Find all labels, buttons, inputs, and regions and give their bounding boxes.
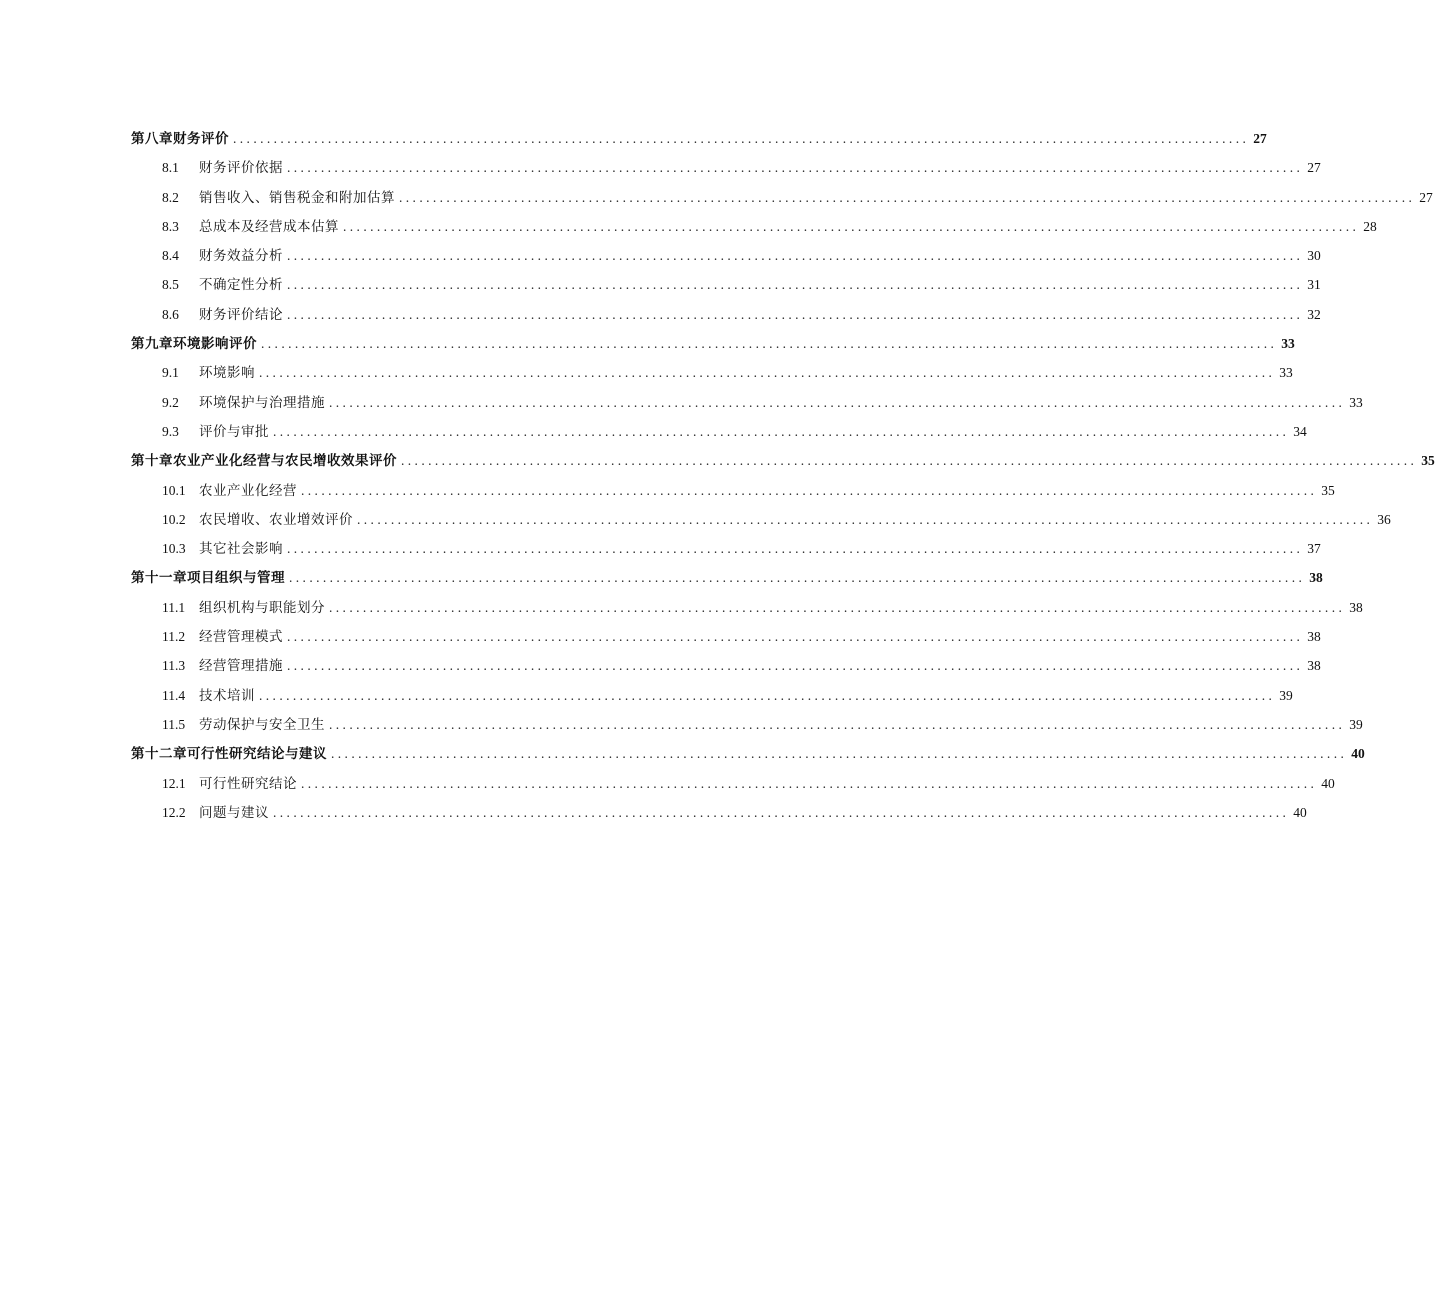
toc-section-11-5[interactable] [131, 710, 1363, 739]
toc-section-number: 12.1 [162, 775, 186, 791]
dot-leader: ...................................................................................................................................................... [287, 277, 1304, 293]
toc-page-number: 38 [1349, 599, 1363, 615]
toc-page-number: 40 [1351, 746, 1365, 762]
toc-section-10-1[interactable] [131, 476, 1335, 505]
toc-chapter-12[interactable] [131, 739, 1365, 768]
dot-leader: ...................................................................................................................................................... [233, 131, 1250, 146]
toc-section-8-1[interactable] [131, 153, 1321, 182]
toc-section-12-1[interactable] [131, 769, 1335, 798]
toc-page-number: 40 [1293, 804, 1307, 820]
toc-section-9-1[interactable] [131, 358, 1293, 387]
toc-section-number: 10.1 [162, 482, 186, 498]
dot-leader: ...................................................................................................................................................... [289, 570, 1306, 586]
dot-leader: ...................................................................................................................................................... [287, 248, 1304, 264]
toc-entry-title: 经营管理措施 [199, 658, 283, 675]
toc-page-number: 37 [1307, 541, 1321, 557]
toc-page-number: 28 [1363, 218, 1377, 234]
toc-page-number: 39 [1279, 687, 1293, 703]
toc-page-number: 33 [1279, 365, 1293, 381]
toc-entry-title: 销售收入、销售税金和附加估算 [199, 189, 395, 206]
toc-section-number: 12.2 [162, 804, 186, 820]
toc-entry-title: 第十章农业产业化经营与农民增收效果评价 [131, 453, 397, 470]
toc-section-number: 11.3 [162, 658, 186, 674]
dot-leader: ...................................................................................................................................................... [401, 453, 1418, 469]
dot-leader: ...................................................................................................................................................... [259, 687, 1276, 703]
toc-section-number: 8.1 [162, 160, 179, 176]
toc-section-number: 11.4 [162, 687, 186, 703]
toc-entry-title: 财务评价结论 [199, 306, 283, 323]
toc-page-number: 32 [1307, 306, 1321, 322]
toc-section-number: 8.5 [162, 277, 179, 293]
toc-section-9-3[interactable] [131, 417, 1307, 446]
toc-chapter-10[interactable] [131, 446, 1435, 475]
toc-entry-title: 环境保护与治理措施 [199, 394, 325, 411]
toc-section-number: 11.1 [162, 599, 186, 615]
toc-section-9-2[interactable] [131, 388, 1363, 417]
toc-entry-title: 第十二章可行性研究结论与建议 [131, 746, 327, 763]
toc-section-number: 9.1 [162, 365, 179, 381]
toc-page-number: 31 [1307, 277, 1321, 293]
toc-page-number: 27 [1307, 160, 1321, 176]
dot-leader: ...................................................................................................................................................... [287, 541, 1304, 557]
toc-entry-title: 组织机构与职能划分 [199, 599, 325, 616]
dot-leader: ...................................................................................................................................................... [273, 423, 1290, 439]
toc-entry-title: 第八章财务评价 [131, 131, 229, 147]
toc-entry-title: 问题与建议 [199, 804, 269, 821]
table-of-contents [131, 124, 1435, 827]
dot-leader: ...................................................................................................................................................... [287, 629, 1304, 645]
dot-leader: ...................................................................................................................................................... [259, 365, 1276, 381]
toc-page-number: 35 [1421, 453, 1435, 469]
toc-entry-title: 第九章环境影响评价 [131, 336, 257, 353]
toc-page-number: 35 [1321, 482, 1335, 498]
toc-entry-title: 农民增收、农业增效评价 [199, 511, 353, 528]
dot-leader: ...................................................................................................................................................... [273, 804, 1290, 820]
toc-page-number: 40 [1321, 775, 1335, 791]
dot-leader: ...................................................................................................................................................... [329, 394, 1346, 410]
toc-entry-title: 评价与审批 [199, 423, 269, 440]
toc-section-number: 11.2 [162, 629, 186, 645]
toc-chapter-9[interactable] [131, 329, 1295, 358]
toc-section-number: 8.4 [162, 248, 179, 264]
toc-page-number: 33 [1349, 394, 1363, 410]
dot-leader: ...................................................................................................................................................... [343, 218, 1360, 234]
toc-page-number: 34 [1293, 423, 1307, 439]
toc-section-number: 10.2 [162, 511, 186, 527]
toc-section-12-2[interactable] [131, 798, 1307, 827]
toc-section-10-3[interactable] [131, 534, 1321, 563]
toc-section-number: 9.2 [162, 394, 179, 410]
toc-page-number: 39 [1349, 716, 1363, 732]
toc-entry-title: 劳动保护与安全卫生 [199, 716, 325, 733]
dot-leader: ...................................................................................................................................................... [261, 336, 1278, 352]
toc-section-number: 10.3 [162, 541, 186, 557]
toc-entry-title: 财务效益分析 [199, 248, 283, 265]
toc-section-8-4[interactable] [131, 241, 1321, 270]
dot-leader: ...................................................................................................................................................... [357, 511, 1374, 527]
toc-section-number: 8.3 [162, 218, 179, 234]
toc-section-8-3[interactable] [131, 212, 1377, 241]
toc-section-number: 8.6 [162, 306, 179, 322]
toc-entry-title: 技术培训 [199, 687, 255, 704]
toc-chapter-11[interactable] [131, 563, 1323, 592]
toc-page-number: 33 [1281, 336, 1295, 352]
toc-entry-title: 总成本及经营成本估算 [199, 218, 339, 235]
toc-entry-title: 可行性研究结论 [199, 775, 297, 792]
dot-leader: ...................................................................................................................................................... [399, 189, 1416, 205]
toc-page-number: 38 [1307, 658, 1321, 674]
dot-leader: ...................................................................................................................................................... [331, 746, 1348, 762]
toc-section-number: 11.5 [162, 716, 186, 732]
toc-section-11-3[interactable] [131, 651, 1321, 680]
toc-section-number: 8.2 [162, 189, 179, 205]
toc-entry-title: 环境影响 [199, 365, 255, 382]
toc-section-11-1[interactable] [131, 593, 1363, 622]
toc-section-10-2[interactable] [131, 505, 1391, 534]
toc-entry-title: 经营管理模式 [199, 629, 283, 646]
toc-entry-title: 不确定性分析 [199, 277, 283, 294]
toc-section-11-4[interactable] [131, 681, 1293, 710]
toc-entry-title: 第十一章项目组织与管理 [131, 570, 285, 587]
toc-section-8-5[interactable] [131, 270, 1321, 299]
toc-chapter-8[interactable] [131, 124, 1267, 153]
dot-leader: ...................................................................................................................................................... [329, 599, 1346, 615]
toc-page-number: 27 [1419, 189, 1433, 205]
toc-page-number: 38 [1307, 629, 1321, 645]
toc-entry-title: 其它社会影响 [199, 541, 283, 558]
dot-leader: ...................................................................................................................................................... [287, 658, 1304, 674]
toc-page-number: 38 [1309, 570, 1323, 586]
dot-leader: ...................................................................................................................................................... [287, 306, 1304, 322]
toc-page-number: 27 [1253, 131, 1267, 146]
toc-page-number: 36 [1377, 511, 1391, 527]
toc-section-8-6[interactable] [131, 300, 1321, 329]
toc-section-number: 9.3 [162, 423, 179, 439]
toc-entry-title: 财务评价依据 [199, 160, 283, 177]
toc-entry-title: 农业产业化经营 [199, 482, 297, 499]
toc-page-number: 30 [1307, 248, 1321, 264]
toc-section-11-2[interactable] [131, 622, 1321, 651]
dot-leader: ...................................................................................................................................................... [301, 775, 1318, 791]
dot-leader: ...................................................................................................................................................... [287, 160, 1304, 176]
dot-leader: ...................................................................................................................................................... [329, 716, 1346, 732]
dot-leader: ...................................................................................................................................................... [301, 482, 1318, 498]
toc-section-8-2[interactable] [131, 183, 1433, 212]
